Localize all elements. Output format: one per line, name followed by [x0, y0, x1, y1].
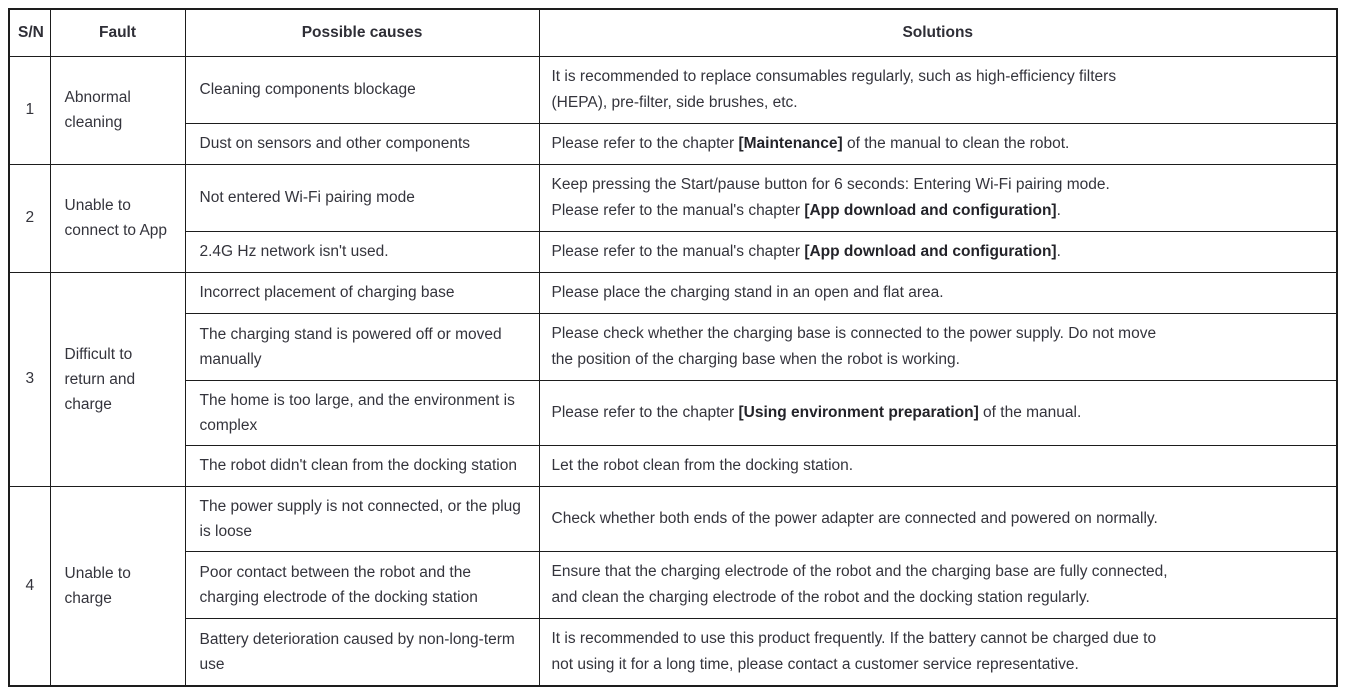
solution-line: It is recommended to replace consumables regularly, such as high-efficiency filters: [551, 67, 1117, 85]
solution-line: Check whether both ends of the power adapter are connected and powered on normally.: [551, 509, 1158, 527]
header-row: [9, 9, 1337, 56]
table-row: [9, 618, 1337, 686]
solution-line: Please refer to the manual's chapter [App download and configuration].: [551, 242, 1061, 260]
cause-cell: Poor contact between the robot and the charging electrode of the docking station: [185, 551, 539, 618]
solution-cell: [539, 380, 1337, 445]
table-row: [9, 123, 1337, 164]
solution-cell: [539, 123, 1337, 164]
cause-cell: The robot didn't clean from the docking station: [185, 445, 539, 486]
cause-cell: Incorrect placement of charging base: [185, 272, 539, 313]
cause-cell: The power supply is not connected, or the plug is loose: [185, 486, 539, 551]
solution-cell: [539, 618, 1337, 686]
chapter-reference: [Maintenance]: [738, 134, 843, 152]
fault-cell: Unable to connect to App: [50, 164, 185, 272]
troubleshooting-table: [8, 8, 1338, 687]
sn-cell: 2: [9, 164, 50, 272]
chapter-reference: [App download and configuration]: [804, 242, 1057, 260]
solution-line: Keep pressing the Start/pause button for 6 seconds: Entering Wi-Fi pairing mode.: [551, 175, 1110, 193]
solution-cell: [539, 272, 1337, 313]
solution-line: It is recommended to use this product frequently. If the battery cannot be charged due to: [551, 629, 1157, 647]
chapter-reference: [Using environment preparation]: [738, 403, 979, 421]
solution-line: Please place the charging stand in an open and flat area.: [551, 283, 944, 301]
fault-cell: Unable to charge: [50, 486, 185, 686]
col-header-solutions: Solutions: [539, 9, 1337, 56]
solution-cell: [539, 56, 1337, 123]
solution-line: not using it for a long time, please contact a customer service representative.: [551, 655, 1079, 673]
solution-line: and clean the charging electrode of the robot and the docking station regularly.: [551, 588, 1090, 606]
sn-cell: 4: [9, 486, 50, 686]
table-row: [9, 164, 1337, 231]
solution-line: Ensure that the charging electrode of the robot and the charging base are fully connected,: [551, 562, 1168, 580]
cause-cell: 2.4G Hz network isn't used.: [185, 231, 539, 272]
fault-cell: Abnormal cleaning: [50, 56, 185, 164]
table-row: [9, 380, 1337, 445]
solution-line: Let the robot clean from the docking station.: [551, 456, 854, 474]
solution-line: (HEPA), pre-filter, side brushes, etc.: [551, 93, 798, 111]
col-header-fault: Fault: [50, 9, 185, 56]
sn-cell: 1: [9, 56, 50, 164]
table-row: [9, 56, 1337, 123]
cause-cell: Not entered Wi-Fi pairing mode: [185, 164, 539, 231]
sn-cell: 3: [9, 272, 50, 486]
cause-cell: Battery deterioration caused by non-long-term use: [185, 618, 539, 686]
cause-cell: The charging stand is powered off or moved manually: [185, 313, 539, 380]
solution-cell: [539, 551, 1337, 618]
solution-line: Please check whether the charging base is connected to the power supply. Do not move: [551, 324, 1157, 342]
solution-cell: [539, 313, 1337, 380]
table-row: [9, 486, 1337, 551]
chapter-reference: [App download and configuration]: [804, 201, 1057, 219]
solution-line: Please refer to the manual's chapter [App download and configuration].: [551, 201, 1061, 219]
col-header-sn: S/N: [9, 9, 50, 56]
fault-cell: Difficult to return and charge: [50, 272, 185, 486]
table-row: [9, 272, 1337, 313]
table-row: [9, 313, 1337, 380]
solution-line: Please refer to the chapter [Maintenance] of the manual to clean the robot.: [551, 134, 1070, 152]
table-row: [9, 231, 1337, 272]
solution-cell: [539, 164, 1337, 231]
table-row: [9, 445, 1337, 486]
solution-cell: [539, 445, 1337, 486]
solution-cell: [539, 231, 1337, 272]
col-header-possible-causes: Possible causes: [185, 9, 539, 56]
solution-line: the position of the charging base when the robot is working.: [551, 350, 960, 368]
solution-line: Please refer to the chapter [Using environment preparation] of the manual.: [551, 403, 1082, 421]
solution-cell: [539, 486, 1337, 551]
table-row: [9, 551, 1337, 618]
cause-cell: Cleaning components blockage: [185, 56, 539, 123]
cause-cell: Dust on sensors and other components: [185, 123, 539, 164]
cause-cell: The home is too large, and the environment is complex: [185, 380, 539, 445]
